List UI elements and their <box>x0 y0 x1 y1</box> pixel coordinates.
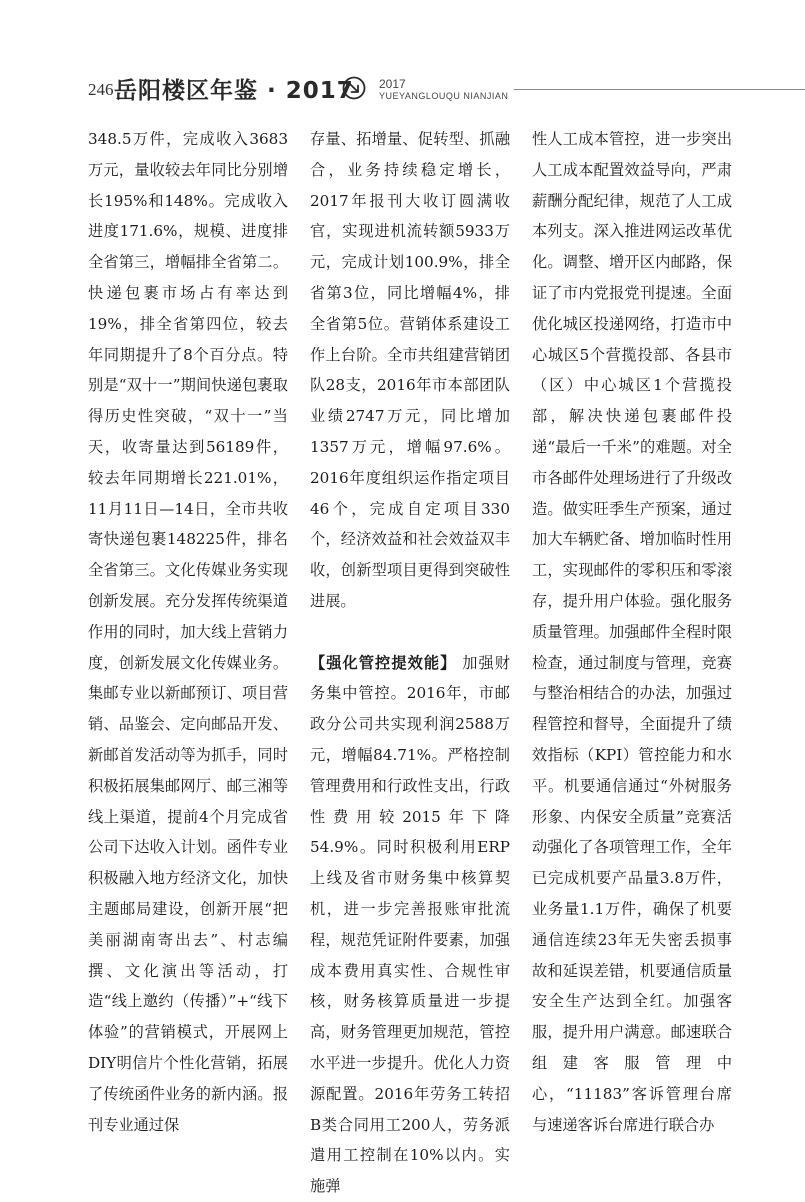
section-spacer <box>310 617 510 648</box>
text-column-1 <box>88 124 288 1140</box>
body-paragraph: 性人工成本管控，进一步突出人工成本配置效益导向，严肃薪酬分配纪律，规范了人工成本列支。深入推进网运改革优化。调整、增开区内邮路，保证了市内党报党刊提速。全面优化城区投递网络，打造市中心城区5个营揽投部、各县市（区）中心城区1个营揽投部，解决快递包裹邮件投递“最后一千米”的难题。对全市各邮件处理场进行了升级改造。做实旺季生产预案，通过加大车辆贮备、增加临时性用工，实现邮件的零积压和零滚存，提升用户体验。强化服务质量管理。加强邮件全程时限检查，通过制度与管理，竞赛与整治相结合的办法，加强过程管控和督导，全面提升了绩效指标（KPI）管控能力和水平。机要通信通过“外树服务形象、内保安全质量”竞赛活动强化了各项管理工作，全年已完成机要产品量3.8万件，业务量1.1万件，确保了机要通信连续23年无失密丢损事故和延误差错，机要通信质量安全生产达到全红。加强客服，提升用户满意。邮速联合组建客服管理中心，“11183”客诉管理台席与速递客诉台席进行联合办 <box>532 130 732 1134</box>
section-heading: 【强化管控提效能】 <box>310 653 457 672</box>
circle-arrow-icon <box>342 76 366 100</box>
header-english <box>379 78 508 102</box>
section-paragraph <box>310 648 510 1202</box>
book-title: 岳阳楼区年鉴 · 2017 <box>114 78 354 104</box>
body-paragraph: 存量、拓增量、促转型、抓融合，业务持续稳定增长，2017年报刊大收订圆满收官，实现进机流转额5933万元，完成计划100.9%，排全省第3位，同比增幅4%，排全省第5位。营销体系建设工作上台阶。全市共组建营销团队28支，2016年市本部团队业绩2747万元，同比增加1357万元，增幅97.6%。2016年度组织运作指定项目46个，完成自定项目330个，经济效益和社会效益双丰收，创新型项目更得到突破性进展。 <box>310 130 510 610</box>
header-rule <box>514 89 805 90</box>
header-year-en: 2017 <box>379 77 406 91</box>
section-text: 加强财务集中管控。2016年，市邮政分公司共实现利润2588万元，增幅84.71%。严格控制管理费用和行政性支出，行政性费用较2015年下降54.9%。同时积极利用ERP上线及省市财务集中核算契机，进一步完善报账审批流程，规范凭证附件要素，加强成本费用真实性、合规性审核，财务核算质量进一步提高，财务管理更加规范，管控水平进一步提升。优化人力资源配置。2016年劳务工转招B类合同用工200人，劳务派遣用工控制在10%以内。实施弹 <box>310 653 511 1196</box>
text-column-3 <box>532 124 732 1140</box>
body-paragraph: 348.5万件，完成收入3683万元，量收较去年同比分别增长195%和148%。完成收入进度171.6%，规模、进度排全省第三，增幅排全省第二。快递包裹市场占有率达到19%，排全省第四位，较去年同期提升了8个百分点。特别是“双十一”期间快递包裹取得历史性突破，“双十一”当天，收寄量达到56189件，较去年同期增长221.01%，11月11日—14日，全市共收寄快递包裹148225件，排名全省第三。文化传媒业务实现创新发展。充分发挥传统渠道作用的同时，加大线上营销力度，创新发展文化传媒业务。集邮专业以新邮预订、项目营销、品鉴会、定向邮品开发、新邮首发活动等为抓手，同时积极拓展集邮网厅、邮三湘等线上渠道，提前4个月完成省公司下达收入计划。函件专业积极融入地方经济文化，加快主题邮局建设，创新开展“把美丽湖南寄出去”、村志编撰、文化演出等活动，打造“线上邀约（传播）”+“线下体验”的营销模式，开展网上DIY明信片个性化营销，拓展了传统函件业务的新内涵。报刊专业通过保 <box>88 130 288 1134</box>
page-number: 246 <box>88 80 114 99</box>
text-column-2 <box>310 124 510 1202</box>
header-name-en: YUEYANGLOUQU NIANJIAN <box>379 91 509 101</box>
